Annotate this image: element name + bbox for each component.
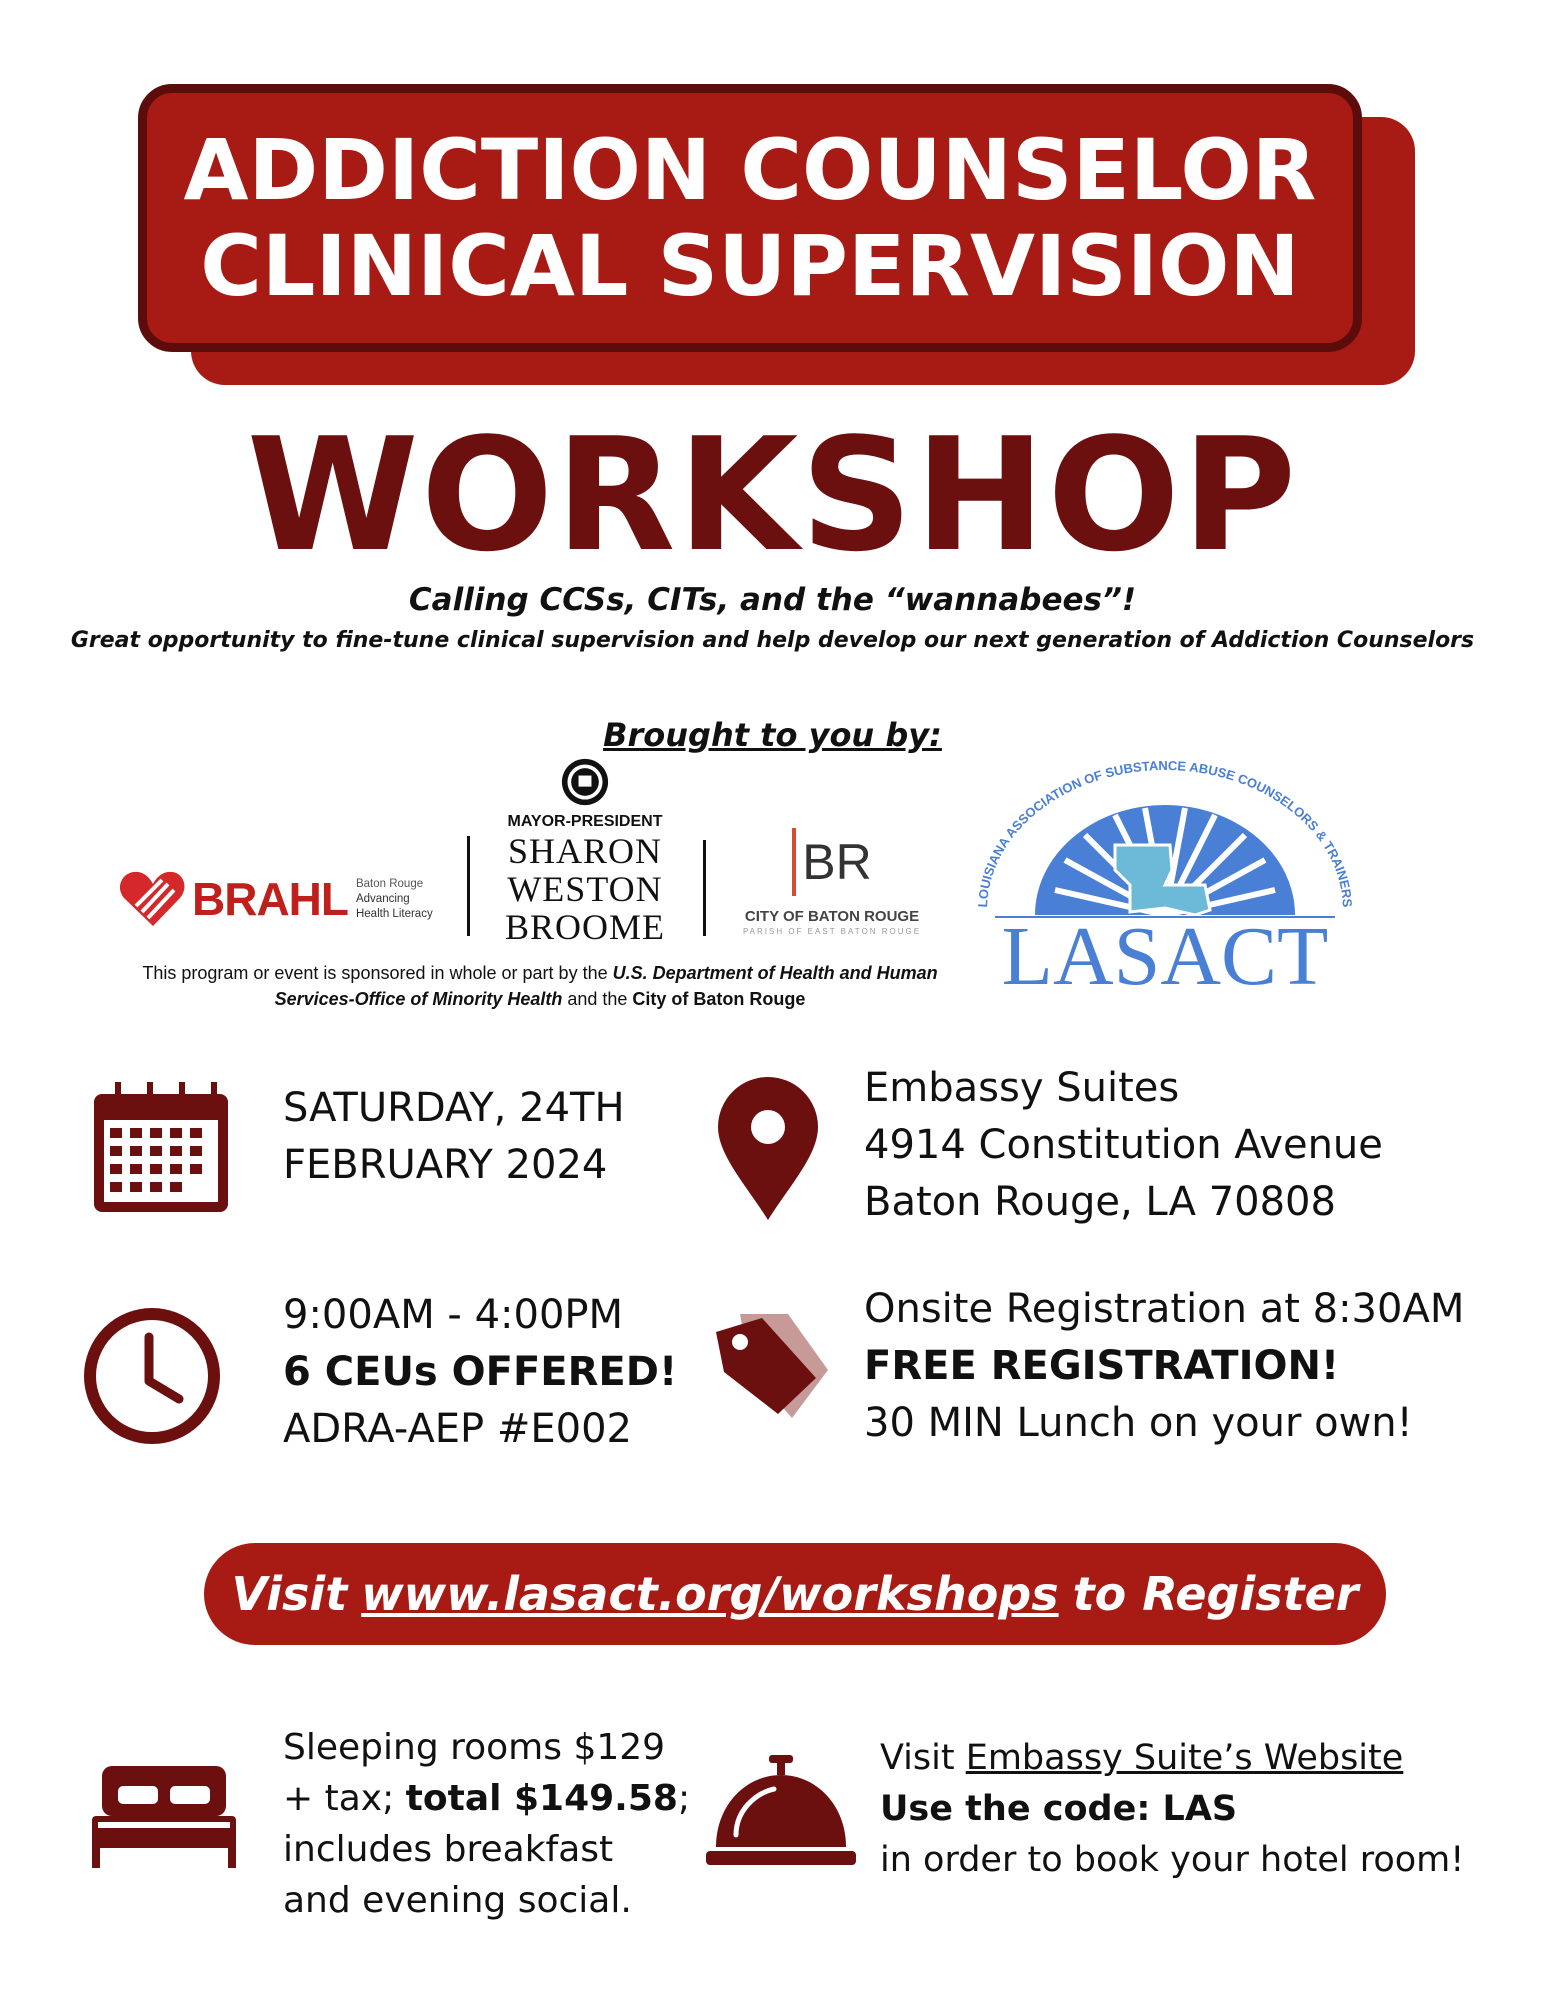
opportunity-text: Great opportunity to fine-tune clinical supervision and help develop our next generation of Addiction Counselors (70, 628, 1475, 653)
disclaimer-dept: U.S. Department of Health and Human Services-Office of Minority Health (274, 963, 938, 1009)
brahl-line3: Health Literacy (355, 907, 433, 920)
date-line-2: FEBRUARY 2024 (283, 1142, 608, 1188)
mayor-title: MAYOR-PRESIDENT (507, 813, 663, 830)
rooms-social: and evening social. (283, 1880, 632, 1921)
provider-number: ADRA-AEP #E002 (283, 1406, 632, 1452)
clock-icon (83, 1307, 221, 1445)
rooms-price: Sleeping rooms $129 (283, 1727, 666, 1768)
visit-pre: Visit (880, 1738, 966, 1778)
mayor-name-1: SHARON (507, 831, 663, 871)
divider (703, 840, 706, 936)
venue-city: Baton Rouge, LA 70808 (864, 1179, 1336, 1225)
brahl-logo (118, 866, 448, 932)
city-logo-bar (792, 828, 796, 896)
venue-name: Embassy Suites (864, 1065, 1180, 1111)
event-location (864, 1060, 1383, 1231)
mayor-name-3: BROOME (504, 907, 666, 947)
calendar-icon (92, 1078, 230, 1214)
price-tag-icon (710, 1310, 830, 1422)
brahl-line2: Advancing (355, 892, 410, 905)
workshop-heading: WORKSHOP (246, 404, 1299, 586)
calling-text: Calling CCSs, CITs, and the “wannabees”! (408, 582, 1137, 618)
lasact-logo (965, 750, 1365, 990)
registration-info (864, 1281, 1464, 1452)
city-mark: BR (802, 834, 872, 890)
lasact-emblem (965, 750, 1365, 990)
time-range: 9:00AM - 4:00PM (283, 1292, 624, 1338)
rooms-semicolon: ; (677, 1778, 691, 1819)
register-link[interactable]: www.lasact.org/workshops (361, 1567, 1059, 1621)
disclaimer-city: City of Baton Rouge (632, 989, 806, 1009)
divider (467, 836, 470, 936)
date-line-1: SATURDAY, 24TH (283, 1085, 625, 1131)
brahl-line1: Baton Rouge (355, 877, 424, 890)
city-parish: PARISH OF EAST BATON ROUGE (742, 927, 922, 936)
city-name: CITY OF BATON ROUGE (744, 908, 920, 925)
location-pin-icon (716, 1075, 820, 1220)
embassy-website-link[interactable]: Embassy Suite’s Website (965, 1738, 1404, 1778)
free-registration: FREE REGISTRATION! (864, 1343, 1340, 1389)
mayor-logo (485, 758, 685, 946)
rooms-breakfast: includes breakfast (283, 1829, 614, 1870)
rooms-tax: + tax; (283, 1778, 406, 1819)
disclaimer-text: This program or event is sponsored in whole or part by the (142, 963, 613, 983)
register-post: to Register (1072, 1567, 1359, 1621)
title-line-2: CLINICAL SUPERVISION (200, 217, 1300, 315)
heart-icon (118, 868, 188, 930)
lasact-name: LASACT (1001, 910, 1329, 990)
hotel-booking (880, 1733, 1464, 1886)
lunch-note: 30 MIN Lunch on your own! (864, 1400, 1413, 1446)
event-date (283, 1080, 625, 1194)
register-banner (204, 1543, 1386, 1645)
ceus-offered: 6 CEUs OFFERED! (283, 1349, 678, 1395)
sponsor-disclaimer (120, 960, 960, 1012)
booking-code: Use the code: LAS (880, 1789, 1238, 1829)
brahl-name: BRAHL (192, 873, 348, 925)
venue-street: 4914 Constitution Avenue (864, 1122, 1383, 1168)
title-line-1: ADDICTION COUNSELOR (183, 121, 1317, 219)
service-bell-icon (706, 1755, 856, 1867)
rooms-total: total $149.58 (405, 1778, 678, 1819)
disclaimer-mid: and the (562, 989, 633, 1009)
onsite-registration: Onsite Registration at 8:30AM (864, 1286, 1465, 1332)
booking-note: in order to book your hotel room! (880, 1840, 1465, 1880)
lasact-arc-text: LOUISIANA ASSOCIATION OF SUBSTANCE ABUSE COUNSELORS & TRAINERS (974, 757, 1356, 908)
room-info (283, 1722, 690, 1926)
bed-icon (92, 1766, 236, 1868)
register-pre: Visit (231, 1567, 348, 1621)
city-logo (722, 826, 942, 936)
title-box (138, 84, 1362, 352)
city-seal-icon (561, 758, 609, 806)
event-time (283, 1287, 677, 1458)
brought-heading: Brought to you by: (603, 716, 942, 754)
mayor-name-2: WESTON (507, 869, 663, 909)
